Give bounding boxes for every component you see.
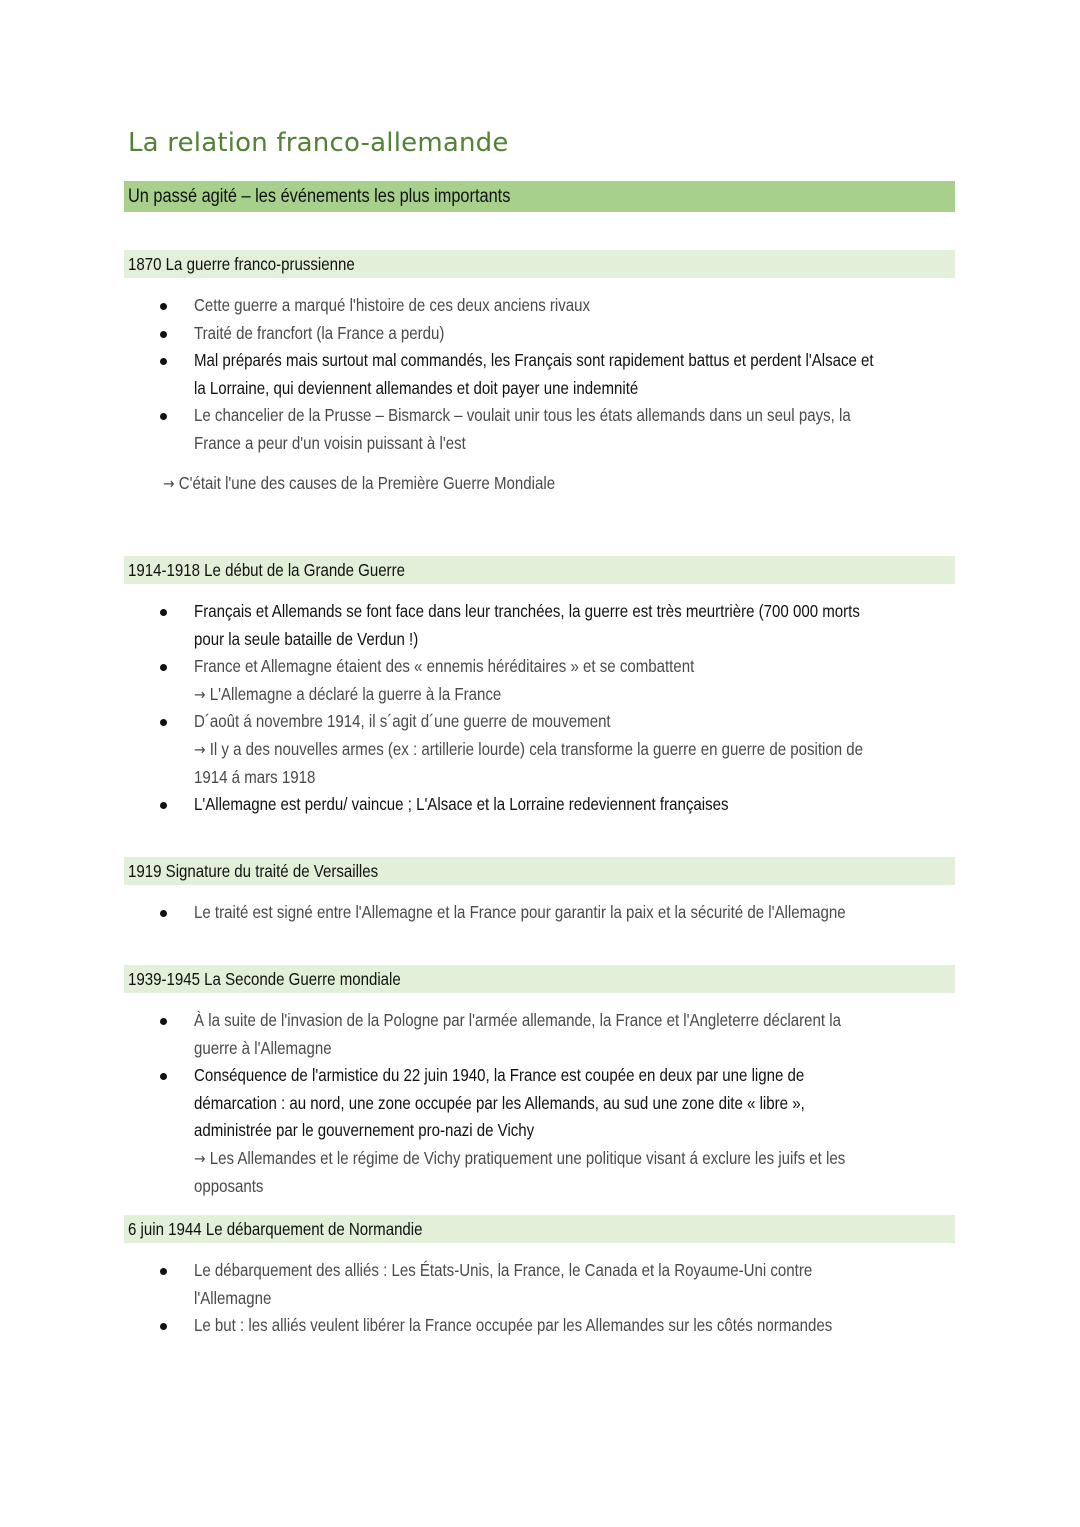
bullet-list-1870 — [150, 292, 960, 458]
list-item — [150, 1312, 960, 1340]
list-item — [150, 1257, 960, 1312]
list-item-text: démarcation : au nord, une zone occupée par les Allemands, au sud une zone dite « libre », — [194, 1092, 805, 1113]
bullet-icon — [160, 1268, 167, 1275]
bullet-icon — [160, 1323, 167, 1330]
list-item-text: Cette guerre a marqué l'histoire de ces deux anciens rivaux — [194, 295, 591, 315]
list-item-text: Le chancelier de la Prusse – Bismarck – voulait unir tous les états allemands dans un seul pays, la — [194, 405, 851, 426]
document-title: La relation franco-allemande — [128, 128, 509, 158]
list-item-text: À la suite de l'invasion de la Pologne par l'armée allemande, la France et l'Angleterre déclarent la — [194, 1010, 841, 1030]
arrow-note — [163, 473, 619, 494]
list-item-text: L'Allemagne a déclaré la guerre à la France — [209, 683, 502, 704]
list-item — [150, 899, 960, 927]
list-item — [150, 292, 960, 320]
list-item — [150, 791, 960, 819]
list-item-text: L'Allemagne est perdu/ vaincue ; L'Alsace et la Lorraine redeviennent françaises — [194, 794, 729, 815]
list-item-text: D´août á novembre 1914, il s´agit d´une guerre de mouvement — [194, 711, 611, 732]
main-heading: Un passé agité – les événements les plus importants — [128, 186, 511, 207]
section-heading-1939-1945 — [124, 965, 955, 993]
list-item — [150, 402, 960, 457]
section-heading-1870 — [124, 250, 955, 278]
bullet-icon — [160, 413, 167, 420]
list-item-text: Mal préparés mais surtout mal commandés, les Français sont rapidement battus et perdent l'Alsace et — [194, 350, 874, 371]
section-heading-text: 6 juin 1944 Le débarquement de Normandie — [128, 1219, 423, 1239]
list-item-text: administrée par le gouvernement pro-nazi de Vichy — [194, 1120, 535, 1141]
section-heading-text: 1919 Signature du traité de Versailles — [128, 861, 379, 881]
bullet-list-1944 — [150, 1257, 960, 1340]
list-item-text: France a peur d'un voisin puissant à l'est — [194, 432, 466, 453]
list-item — [150, 1062, 960, 1200]
list-item-text: France et Allemagne étaient des « ennemis héréditaires » et se combattent — [194, 656, 695, 677]
list-item-text: opposants — [194, 1175, 264, 1196]
note-text: C'était l'une des causes de la Première Guerre Mondiale — [178, 473, 556, 493]
arrow-line — [194, 736, 864, 764]
arrow-line — [194, 681, 853, 709]
list-item-text: Français et Allemands se font face dans leur tranchées, la guerre est très meurtrière (700 000 morts — [194, 601, 860, 621]
main-heading-band — [124, 181, 955, 212]
list-item — [150, 708, 960, 791]
bullet-icon — [160, 802, 167, 809]
bullet-icon — [160, 664, 167, 671]
arrow-right-icon: → — [163, 474, 175, 493]
section-heading-text: 1939-1945 La Seconde Guerre mondiale — [128, 969, 401, 989]
list-item-text: pour la seule bataille de Verdun !) — [194, 628, 419, 649]
list-item-text: Le débarquement des alliés : Les États-Unis, la France, le Canada et la Royaume-Uni contre — [194, 1260, 813, 1280]
list-item-text: Le but : les alliés veulent libérer la France occupée par les Allemandes sur les côtés normandes — [194, 1315, 833, 1336]
arrow-right-icon: → — [194, 739, 206, 759]
list-item — [150, 320, 960, 348]
list-item-text: Il y a des nouvelles armes (ex : artillerie lourde) cela transforme la guerre en guerre de position de — [209, 738, 864, 759]
list-item-text: Le traité est signé entre l'Allemagne et la France pour garantir la paix et la sécurité de l'Allemagne — [194, 902, 846, 922]
bullet-icon — [160, 358, 167, 365]
section-heading-1919 — [124, 857, 955, 885]
section-heading-1914-1918 — [124, 556, 955, 584]
bullet-icon — [160, 609, 167, 616]
bullet-icon — [160, 1073, 167, 1080]
list-item-text: Conséquence de l'armistice du 22 juin 1940, la France est coupée en deux par une ligne de — [194, 1065, 805, 1086]
list-item-text: Les Allemandes et le régime de Vichy pratiquement une politique visant á exclure les juifs et les — [209, 1147, 846, 1168]
section-heading-1944 — [124, 1215, 955, 1243]
section-heading-text: 1870 La guerre franco-prussienne — [128, 254, 355, 274]
bullet-icon — [160, 331, 167, 338]
section-heading-text: 1914-1918 Le début de la Grande Guerre — [128, 560, 405, 580]
list-item-text: Traité de francfort (la France a perdu) — [194, 322, 445, 343]
list-item — [150, 598, 960, 653]
bullet-icon — [160, 910, 167, 917]
list-item-text: la Lorraine, qui deviennent allemandes et doit payer une indemnité — [194, 377, 639, 398]
list-item — [150, 653, 960, 708]
bullet-icon — [160, 719, 167, 726]
arrow-line — [194, 1145, 853, 1173]
list-item-text: guerre à l'Allemagne — [194, 1037, 332, 1058]
list-item-text: l'Allemagne — [194, 1287, 272, 1308]
bullet-list-1939-1945 — [150, 1007, 960, 1200]
bullet-icon — [160, 303, 167, 310]
list-item-text: 1914 á mars 1918 — [194, 766, 316, 787]
bullet-icon — [160, 1018, 167, 1025]
arrow-right-icon: → — [194, 684, 206, 704]
bullet-list-1919 — [150, 899, 960, 927]
list-item — [150, 347, 960, 402]
bullet-list-1914-1918 — [150, 598, 960, 819]
list-item — [150, 1007, 960, 1062]
arrow-right-icon: → — [194, 1148, 206, 1168]
